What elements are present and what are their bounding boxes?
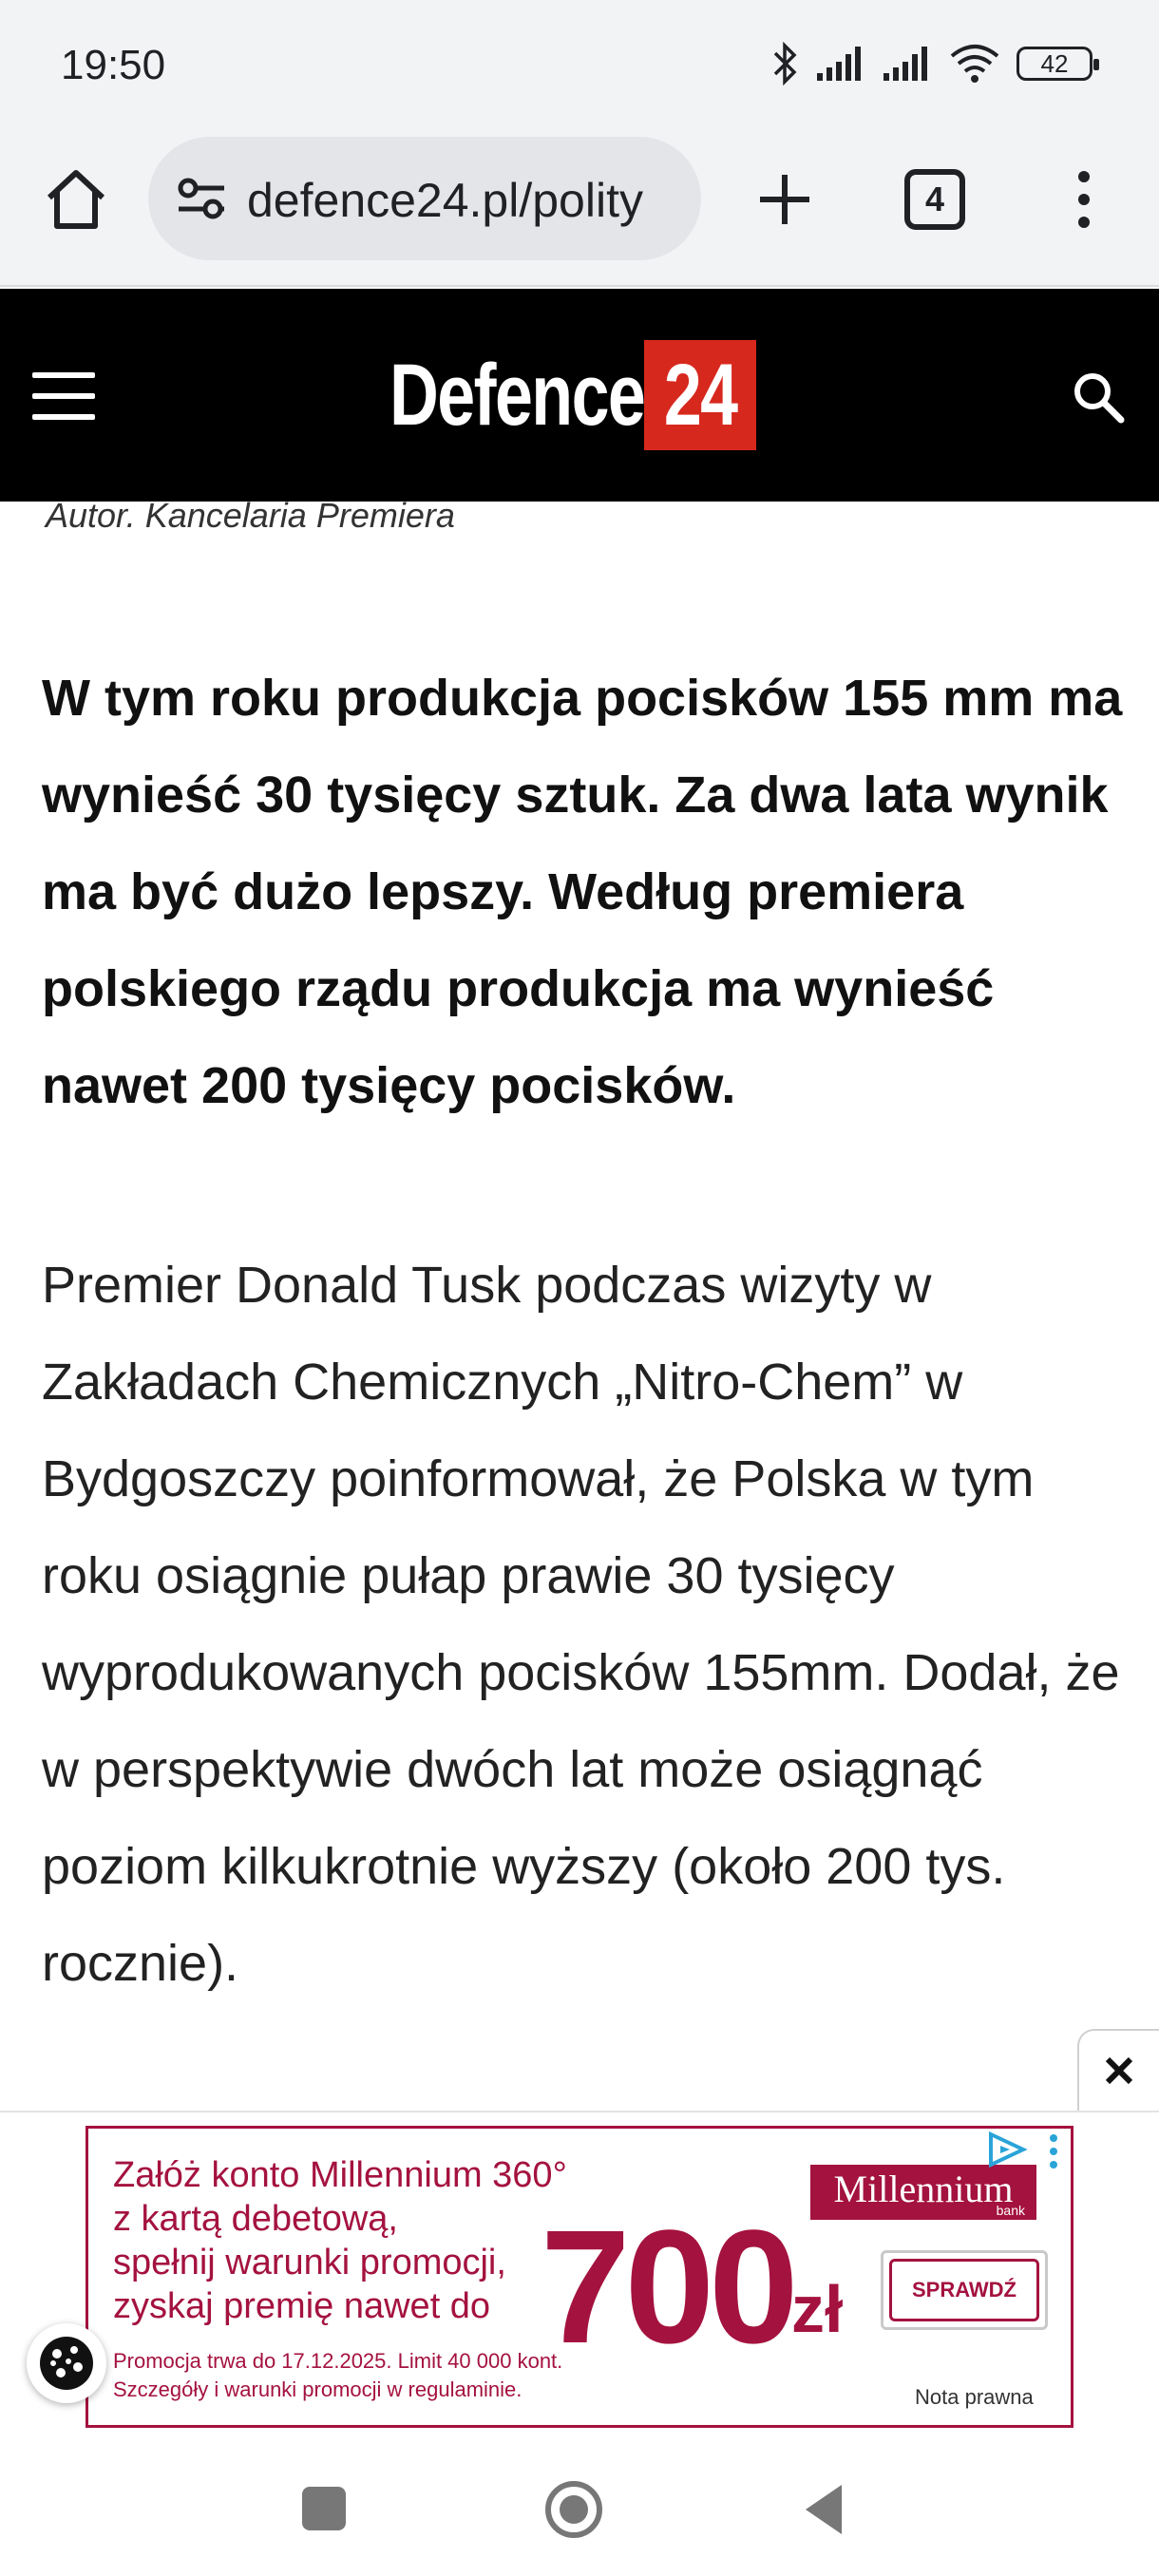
cookie-icon: [36, 2333, 97, 2394]
ad-text-line: z kartą debetową,: [113, 2199, 398, 2239]
new-tab-icon[interactable]: [747, 161, 823, 237]
ad-text-line: zyskaj premię nawet do: [113, 2286, 491, 2326]
back-icon[interactable]: [800, 2481, 847, 2538]
site-header: [0, 289, 1159, 502]
close-icon: [1102, 2054, 1136, 2088]
browser-toolbar: [0, 133, 1159, 287]
wifi-icon: [948, 43, 1001, 85]
home-icon[interactable]: [38, 161, 114, 237]
site-settings-icon[interactable]: [175, 175, 228, 222]
bluetooth-icon: [771, 42, 800, 85]
ad-text-line: Załóż konto Millennium 360°: [113, 2155, 567, 2195]
ad-banner[interactable]: [86, 2126, 1074, 2428]
ad-text-line: spełnij warunki promocji,: [113, 2243, 506, 2282]
ad-cta-label: SPRAWDŹ: [889, 2259, 1039, 2321]
url-text[interactable]: defence24.pl/polity: [247, 174, 643, 227]
ad-options-icon[interactable]: [1048, 2132, 1059, 2170]
ad-cta-button[interactable]: [881, 2250, 1048, 2330]
status-time: 19:50: [61, 42, 166, 88]
adchoices-icon[interactable]: [981, 2131, 1029, 2169]
ad-legal-note[interactable]: Nota prawna: [915, 2385, 1034, 2409]
article-body: Premier Donald Tusk podczas wizyty w Zakładach Chemicznych „Nitro-Chem” w Bydgoszczy poinformował, że Polska w tym roku osiągnie pułap prawie 30 tysięcy wyprodukowanych pocisków 155mm. Dodał, że w perspektywie dwóch lat może osiągnąć poziom kilkukrotnie wyższy (około 200 tys. rocznie).: [42, 1257, 1120, 1992]
status-bar: [0, 0, 1159, 133]
system-nav-bar: [0, 2453, 1159, 2576]
site-logo[interactable]: [390, 336, 756, 454]
nav-home-icon[interactable]: [543, 2479, 604, 2540]
cookie-settings-button[interactable]: [27, 2323, 106, 2403]
photo-caption: Autor. Kancelaria Premiera: [46, 496, 455, 535]
logo-badge: [644, 340, 756, 450]
battery-icon: 42: [1016, 47, 1092, 81]
logo-text: Defence: [390, 346, 645, 444]
ad-brand-sub: bank: [996, 2203, 1025, 2218]
logo-number: 24: [663, 346, 737, 444]
signal-icon: [882, 45, 933, 83]
ad-promo-text: Szczegóły i warunki promocji w regulaminie.: [113, 2377, 522, 2401]
ad-container: [0, 2111, 1159, 2453]
address-bar[interactable]: [148, 137, 701, 260]
ad-currency: zł: [791, 2272, 844, 2346]
ad-promo-text: Promocja trwa do 17.12.2025. Limit 40 000 kont.: [113, 2349, 563, 2373]
status-icons: [771, 42, 1092, 85]
recent-apps-icon[interactable]: [302, 2487, 346, 2530]
ad-brand-logo: [810, 2165, 1036, 2220]
ad-brand-name: Millennium: [833, 2168, 1014, 2210]
search-icon[interactable]: [1070, 369, 1127, 426]
ad-amount: 700: [541, 2197, 793, 2377]
more-menu-icon[interactable]: [1060, 161, 1108, 237]
article-lead: W tym roku produkcja pocisków 155 mm ma wynieść 30 tysięcy sztuk. Za dwa lata wynik ma być dużo lepszy. Według premiera polskiego rządu produkcja ma wynieść nawet 200 tysięcy pocisków.: [42, 670, 1123, 1114]
hamburger-menu-icon[interactable]: [32, 372, 95, 420]
ad-close-button[interactable]: [1077, 2029, 1159, 2111]
signal-icon: [815, 45, 866, 83]
tab-switcher-icon[interactable]: 4: [904, 169, 965, 230]
